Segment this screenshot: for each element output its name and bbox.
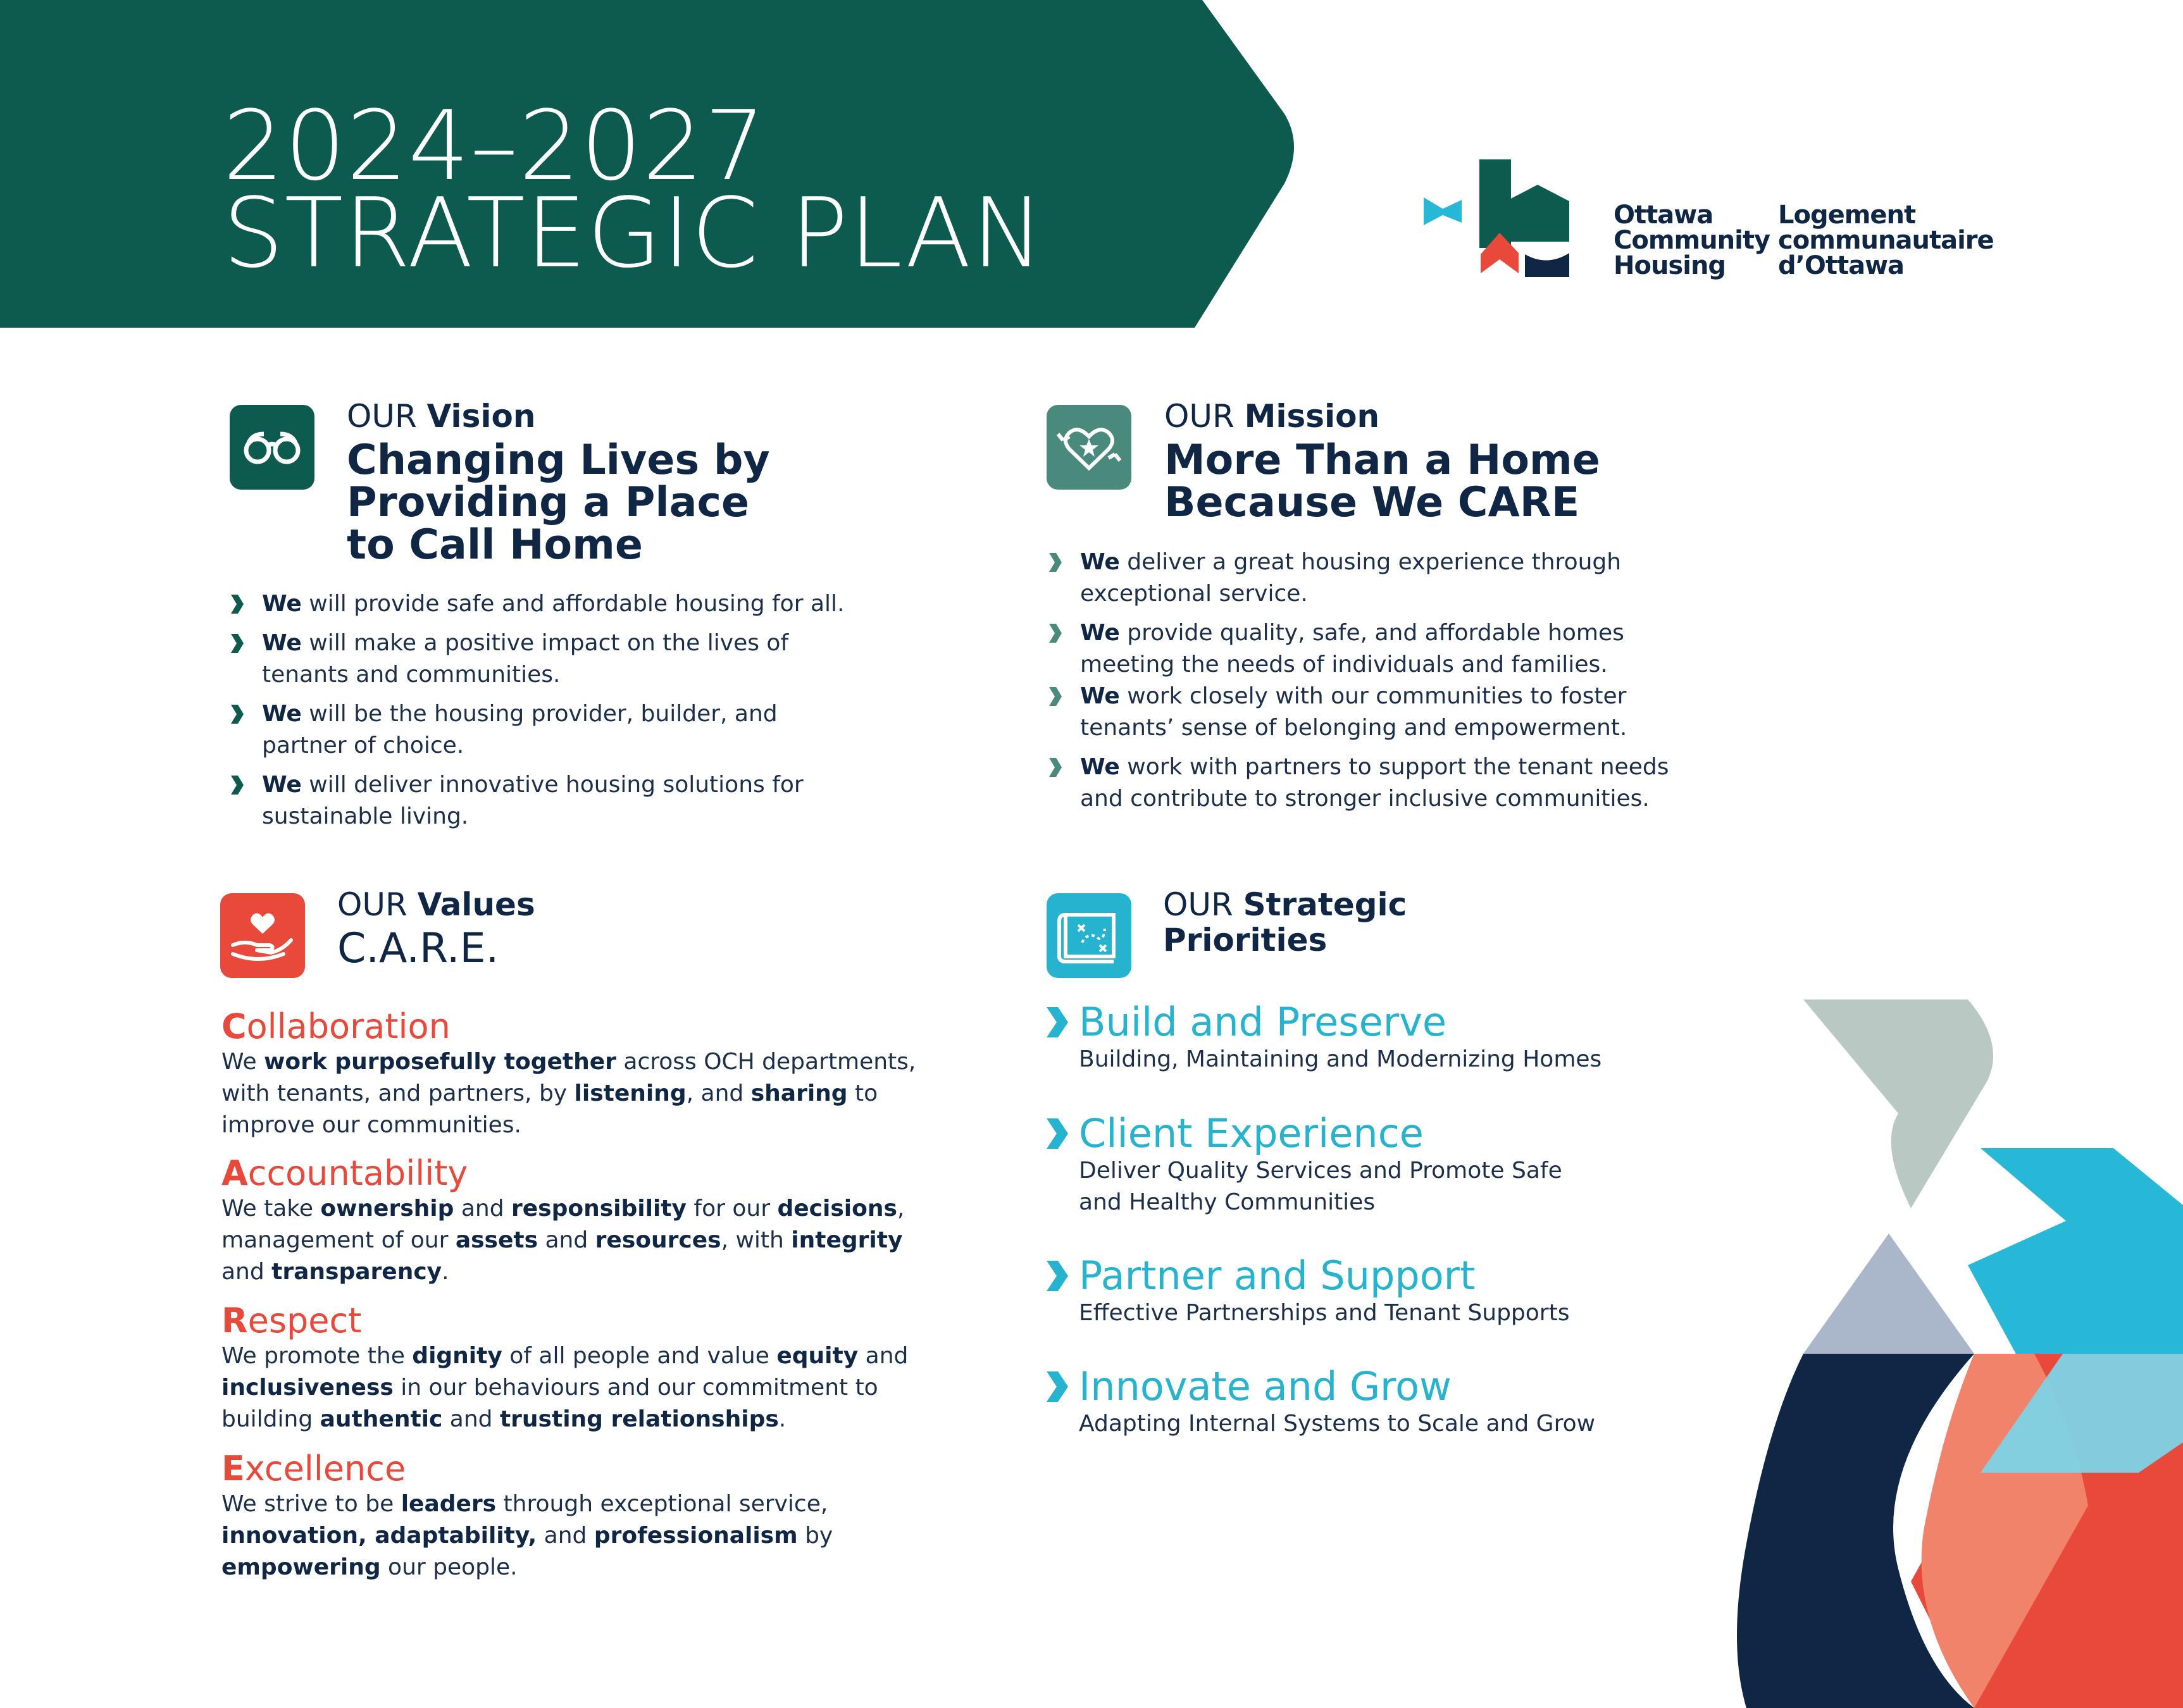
priority-subtitle — [1079, 1408, 1595, 1440]
body-text: and — [537, 1523, 594, 1549]
value-word: espect — [247, 1301, 362, 1340]
emphasis-text: innovation, adaptability, — [221, 1523, 537, 1549]
bullet-text: will make a positive impact on the lives of tenants and communities. — [262, 630, 789, 688]
emphasis-text: sharing — [750, 1080, 848, 1106]
logo-fr-line: Logement — [1778, 201, 1916, 230]
priority-build-preserve — [1045, 1001, 1601, 1075]
chevron-right-icon — [1045, 1259, 1069, 1292]
emphasis-text: empowering — [221, 1554, 381, 1580]
page-title — [223, 90, 1045, 289]
chevron-right-icon — [1047, 686, 1064, 707]
kicker-word: Priorities — [1163, 922, 1328, 958]
body-text: through exceptional service, — [496, 1491, 828, 1517]
priority-partner-support — [1045, 1254, 1569, 1329]
bullet-lead: We — [262, 772, 302, 798]
value-word: ccountability — [247, 1153, 468, 1193]
value-word: ollaboration — [246, 1006, 451, 1046]
chevron-right-icon — [1047, 622, 1064, 644]
emphasis-text: assets — [455, 1227, 538, 1253]
body-text: We take — [221, 1196, 321, 1222]
bullet-lead: We — [1080, 620, 1120, 646]
chevron-right-icon — [229, 633, 246, 654]
headline-line: More Than a Home — [1164, 436, 1600, 484]
vision-bullets — [229, 588, 893, 832]
value-title — [221, 1007, 949, 1046]
kicker-word: Mission — [1244, 398, 1380, 435]
value-text — [221, 1046, 949, 1141]
body-text: and — [442, 1406, 500, 1432]
body-text: by — [797, 1523, 833, 1549]
mission-bullet — [1047, 752, 1712, 815]
headline-line: Providing a Place — [347, 479, 750, 526]
priority-title: Client Experience — [1079, 1110, 1424, 1156]
body-text: . — [442, 1259, 449, 1285]
body-text: , and — [686, 1080, 751, 1106]
values-headline: C.A.R.E. — [337, 925, 499, 972]
priority-sub-line: Deliver Quality Services and Promote Safe — [1079, 1158, 1562, 1184]
body-text: our people. — [380, 1554, 518, 1580]
body-text: and — [538, 1227, 595, 1253]
body-text: across OCH departments, with tenants, and partners, by — [221, 1049, 916, 1106]
body-text: We — [221, 1049, 264, 1075]
priority-sub-line: Effective Partnerships and Tenant Supports — [1079, 1300, 1570, 1326]
body-text: and — [858, 1343, 909, 1369]
body-text: . — [778, 1406, 787, 1432]
kicker-prefix: OUR — [1163, 886, 1233, 923]
vision-bullet — [229, 588, 893, 620]
emphasis-text: resources — [595, 1227, 721, 1253]
chevron-right-icon — [1045, 1370, 1069, 1403]
decorative-shapes — [1734, 987, 2183, 1708]
value-text — [221, 1193, 949, 1288]
kicker-prefix: OUR — [1164, 398, 1235, 435]
bullet-lead: We — [1080, 754, 1120, 780]
body-text: We promote the — [221, 1343, 413, 1369]
vision-kicker — [347, 399, 535, 434]
emphasis-text: work purposefully together — [264, 1049, 616, 1075]
body-text: , with — [721, 1227, 792, 1253]
chevron-right-icon — [229, 593, 246, 615]
kicker-word: Values — [417, 886, 535, 923]
emphasis-text: inclusiveness — [221, 1375, 394, 1401]
vision-bullet — [229, 628, 837, 691]
emphasis-text: integrity — [791, 1227, 903, 1253]
value-initial: E — [221, 1449, 245, 1488]
logo-en-line: Ottawa — [1614, 201, 1713, 230]
bullet-text: work closely with our communities to foster tenants’ sense of belonging and empowerment. — [1080, 683, 1627, 741]
emphasis-text: listening — [574, 1080, 687, 1106]
value-initial: R — [221, 1301, 248, 1340]
body-text: and — [221, 1259, 272, 1285]
bullet-lead: We — [1080, 549, 1120, 575]
logo-name-fr — [1778, 202, 1994, 278]
headline-line: Because We CARE — [1164, 479, 1580, 526]
kicker-prefix: OUR — [337, 886, 407, 923]
title-strategic-plan: STRATEGIC PLAN — [223, 177, 1045, 289]
priorities-kicker — [1163, 887, 1407, 958]
body-text: We strive to be — [221, 1491, 401, 1517]
bullet-text: deliver a great housing experience through exceptional service. — [1080, 549, 1622, 607]
emphasis-text: professionalism — [594, 1523, 798, 1549]
hand-heart-icon — [220, 893, 305, 978]
bullet-text: will provide safe and affordable housing for all. — [301, 591, 845, 617]
priority-client-experience — [1045, 1112, 1562, 1218]
emphasis-text: equity — [776, 1343, 859, 1369]
bullet-lead: We — [262, 630, 302, 656]
priority-subtitle — [1079, 1044, 1601, 1075]
body-text: , management of our — [221, 1196, 905, 1253]
value-accountability — [221, 1154, 949, 1288]
priority-sub-line: Adapting Internal Systems to Scale and Grow — [1079, 1411, 1596, 1437]
vision-bullet — [229, 769, 811, 832]
bullet-lead: We — [1080, 683, 1120, 709]
body-text: in our behaviours and our commitment to building — [221, 1375, 878, 1432]
value-collaboration — [221, 1007, 949, 1141]
headline-line: Changing Lives by — [347, 436, 770, 484]
mission-bullet — [1047, 547, 1629, 610]
heart-cycle-icon — [1047, 405, 1131, 490]
logo-name-en — [1614, 202, 1770, 278]
och-logo-mark — [1424, 159, 1595, 277]
emphasis-text: decisions — [777, 1196, 897, 1222]
bullet-text: will deliver innovative housing solutions for sustainable living. — [262, 772, 804, 829]
bullet-lead: We — [262, 591, 302, 617]
priority-sub-line: Building, Maintaining and Modernizing Homes — [1079, 1046, 1602, 1072]
bullet-lead: We — [262, 701, 302, 727]
mission-bullet — [1047, 681, 1667, 744]
value-initial: C — [221, 1006, 247, 1046]
body-text: and — [454, 1196, 512, 1222]
binoculars-icon — [230, 405, 314, 490]
body-text: of all people and value — [502, 1343, 777, 1369]
values-kicker — [337, 887, 535, 922]
value-respect — [221, 1301, 949, 1435]
chevron-right-icon — [229, 703, 246, 725]
priority-title: Innovate and Grow — [1079, 1363, 1452, 1409]
value-text — [221, 1340, 949, 1435]
emphasis-text: trusting relationships — [499, 1406, 779, 1432]
body-text: to improve our communities. — [221, 1080, 878, 1138]
headline-line: to Call Home — [347, 521, 643, 569]
vision-bullet — [229, 698, 818, 762]
bullet-text: will be the housing provider, builder, and partner of choice. — [262, 701, 778, 758]
priority-title: Partner and Support — [1079, 1253, 1476, 1299]
logo-fr-line: communautaire — [1778, 226, 1994, 255]
mission-headline — [1164, 436, 1600, 526]
chevron-right-icon — [1047, 757, 1064, 778]
chevron-right-icon — [1047, 552, 1064, 573]
emphasis-text: ownership — [320, 1196, 454, 1222]
bullet-text: provide quality, safe, and affordable homes meeting the needs of individuals and families. — [1080, 620, 1624, 678]
title-years: 2024–2027 — [223, 90, 766, 202]
logo-en-line: Community — [1614, 226, 1770, 255]
chevron-right-icon — [1045, 1117, 1069, 1150]
priority-title: Build and Preserve — [1079, 999, 1447, 1045]
value-word: xcellence — [244, 1449, 406, 1488]
chevron-right-icon — [1045, 1006, 1069, 1039]
strategy-map-icon — [1047, 893, 1131, 978]
value-initial: A — [221, 1153, 248, 1193]
mission-bullets — [1047, 547, 1718, 815]
priority-sub-line: and Healthy Communities — [1079, 1189, 1376, 1215]
value-title — [221, 1154, 949, 1193]
priority-innovate-grow — [1045, 1365, 1595, 1440]
kicker-word: Vision — [426, 398, 536, 435]
emphasis-text: responsibility — [511, 1196, 687, 1222]
bullet-text: work with partners to support the tenant needs and contribute to stronger inclusive communities. — [1080, 754, 1669, 812]
value-text — [221, 1488, 867, 1583]
priority-subtitle — [1079, 1155, 1562, 1218]
priority-subtitle — [1079, 1297, 1569, 1329]
emphasis-text: authentic — [320, 1406, 443, 1432]
emphasis-text: leaders — [401, 1491, 497, 1517]
vision-headline — [347, 436, 770, 569]
mission-kicker — [1164, 399, 1379, 434]
value-excellence — [221, 1449, 949, 1583]
logo-en-line: Housing — [1614, 251, 1726, 280]
emphasis-text: dignity — [412, 1343, 502, 1369]
logo-fr-line: d’Ottawa — [1778, 251, 1905, 280]
value-title — [221, 1301, 949, 1340]
body-text: for our — [686, 1196, 778, 1222]
emphasis-text: transparency — [271, 1259, 442, 1285]
chevron-right-icon — [229, 774, 246, 796]
mission-bullet — [1047, 617, 1648, 681]
value-title — [221, 1449, 949, 1488]
kicker-prefix: OUR — [347, 398, 417, 435]
kicker-word: Strategic — [1243, 886, 1407, 923]
